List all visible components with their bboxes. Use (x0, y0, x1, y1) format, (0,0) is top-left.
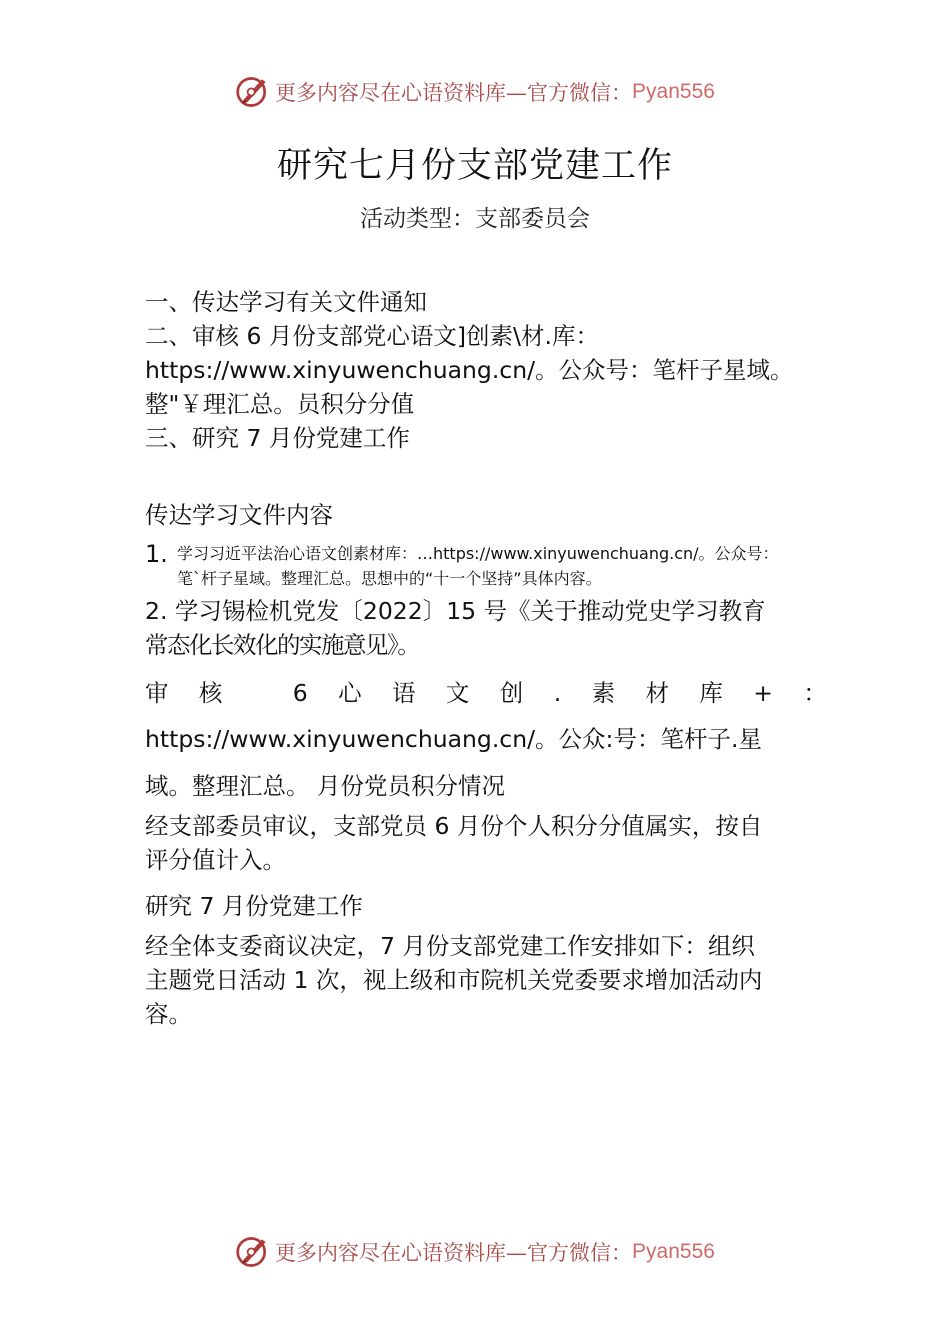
activity-type: 活动类型：支部委员会 (360, 206, 590, 232)
agenda-line: 二、审核 6 月份支部党心语文]创素\材.库： (145, 322, 599, 350)
document-title: 研究七月份支部党建工作 (276, 146, 673, 186)
section-title: 传达学习文件内容 (145, 501, 333, 529)
agenda (145, 285, 845, 455)
watermark-wechat-id: Pyan556 (632, 80, 715, 103)
pen-logo-icon (235, 1234, 271, 1270)
paragraph-line: 容。 (145, 1000, 192, 1028)
spread-char: 语 (392, 679, 416, 707)
list-item (145, 594, 845, 662)
list-item-text: 笔`杆子星域。整理汇总。思想中的“十一个坚持”具体内容。 (177, 569, 602, 588)
section-title: 研究 7 月份党建工作 (145, 892, 363, 920)
paragraph-line: 主题党日活动 1 次，视上级和市院机关党委要求增加活动内 (145, 966, 763, 994)
list-item-text: 常态化长效化的实施意见》。 (145, 631, 420, 659)
spread-char: 6 (292, 679, 308, 707)
watermark-text: 更多内容尽在心语资料库—官方微信： (275, 81, 633, 105)
review-heading-spread (145, 676, 827, 710)
spread-char: 库 (699, 679, 723, 707)
spread-char: 核 (198, 679, 223, 707)
review-url-line: https://www.xinyuwenchuang.cn/。公众:号：笔杆子.星 (145, 725, 762, 753)
spread-char: 创 (499, 679, 524, 707)
spread-char: 心 (338, 679, 362, 707)
watermark-text: 更多内容尽在心语资料库—官方微信： (275, 1241, 633, 1265)
paragraph-line: 经支部委员审议，支部党员 6 月份个人积分分值属实，按自 (145, 812, 763, 840)
spread-char: + (753, 679, 773, 707)
spread-char: . (553, 679, 562, 707)
final-paragraph (145, 929, 845, 1031)
agenda-line: https://www.xinyuwenchuang.cn/。公众号：笔杆子星域。 (145, 356, 794, 384)
spread-char: 材 (645, 679, 669, 707)
watermark-wechat-id: Pyan556 (632, 1240, 715, 1263)
agenda-line: 整"￥理汇总。员积分分值 (145, 390, 415, 418)
agenda-line: 三、研究 7 月份党建工作 (145, 424, 410, 452)
paragraph-line: 经全体支委商议决定，7 月份支部党建工作安排如下：组织 (145, 932, 755, 960)
pen-logo-icon (235, 74, 271, 110)
watermark-footer (0, 1232, 950, 1272)
agenda-line: 一、传达学习有关文件通知 (145, 288, 427, 316)
list-item-text: 2. 学习锡检机党发〔2022〕15 号《关于推动党史学习教育 (145, 597, 766, 625)
spread-char: ： (803, 679, 827, 707)
spread-char: 素 (591, 679, 616, 707)
review-points-line: 域。整理汇总。 月份党员积分情况 (145, 772, 505, 800)
list-item-number: 1. (145, 540, 168, 568)
spread-char: 审 (145, 679, 169, 707)
review-paragraph (145, 809, 845, 877)
watermark-header (0, 72, 950, 112)
list-item (145, 537, 845, 591)
list-item-text: 学习习近平法治心语文创素材库：…https://www.xinyuwenchuang.cn/。公众号： (177, 544, 779, 563)
spread-char: 文 (445, 679, 470, 707)
paragraph-line: 评分值计入。 (145, 846, 286, 874)
